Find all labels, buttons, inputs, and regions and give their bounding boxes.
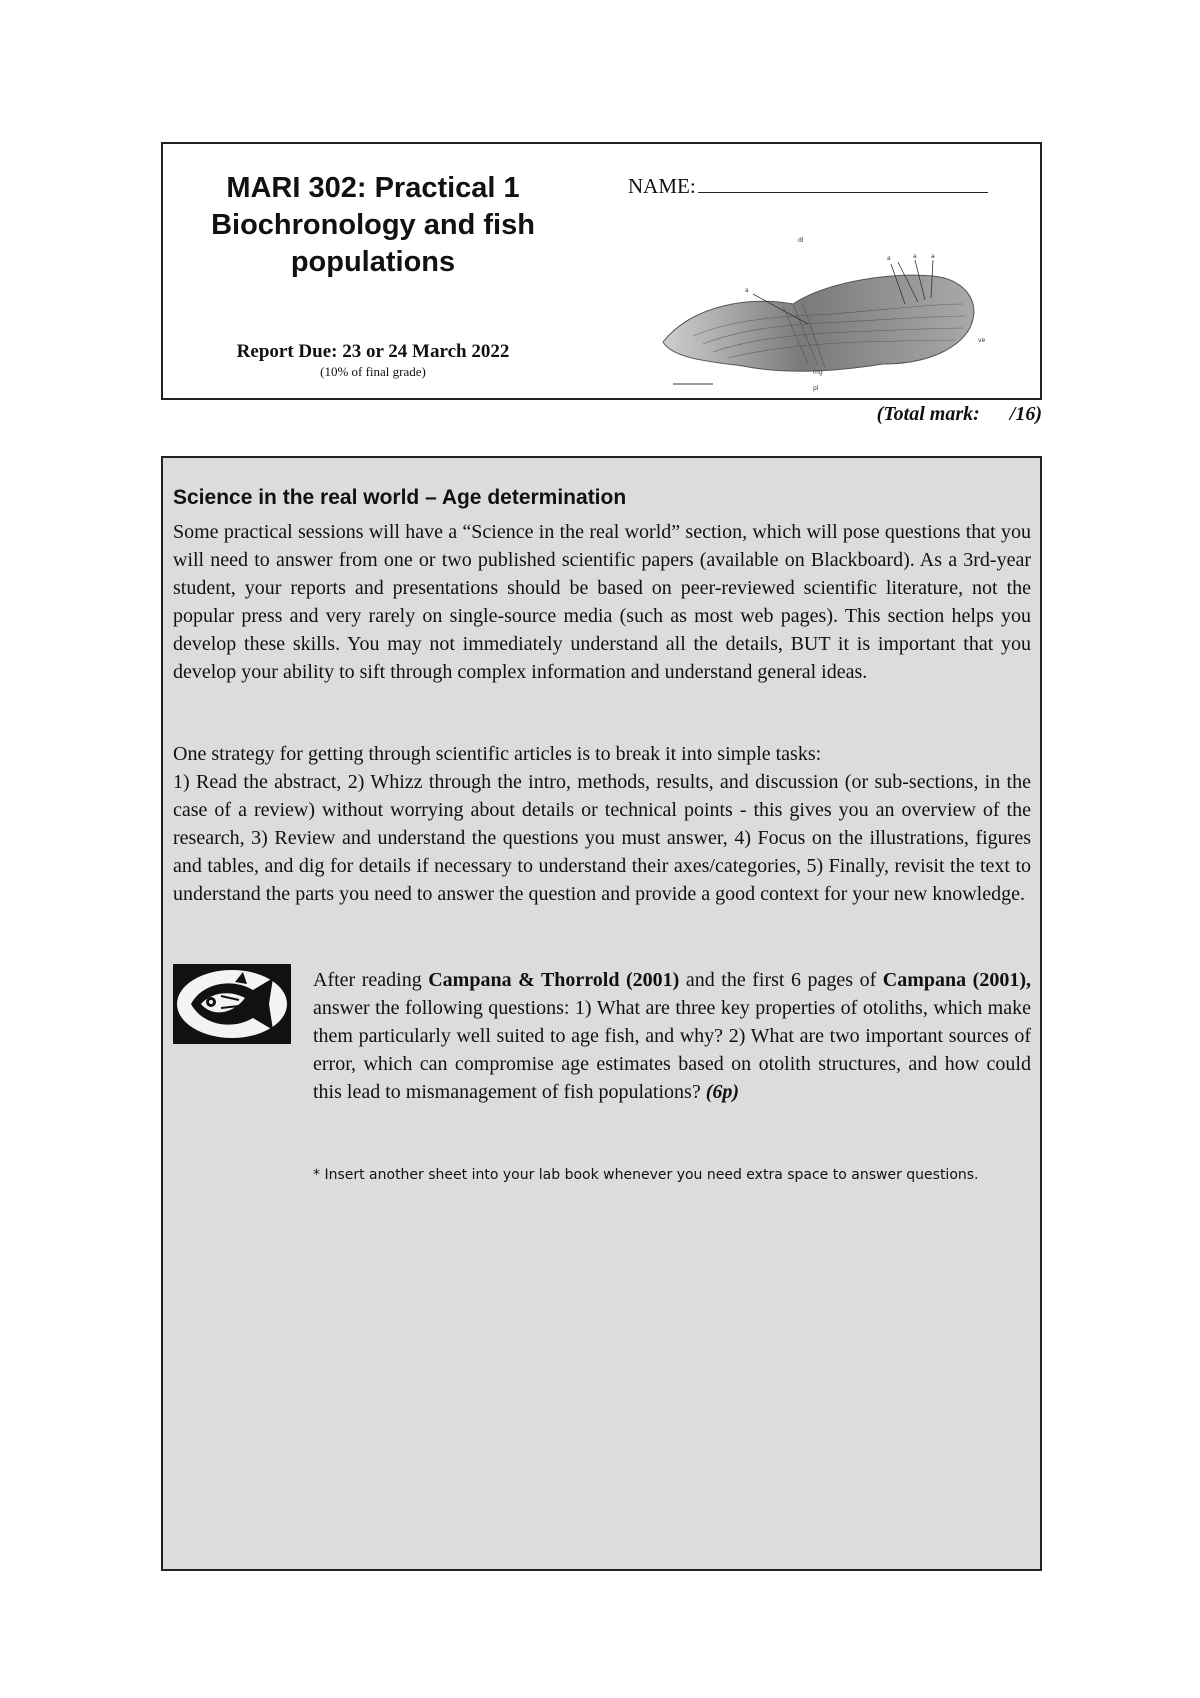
name-field[interactable] — [628, 174, 988, 199]
strategy-intro: One strategy for getting through scientific articles is to break it into simple tasks: — [173, 743, 822, 765]
header-box — [161, 142, 1042, 400]
figure-label: a — [887, 255, 891, 262]
title-line: MARI 302: Practical 1 — [226, 172, 520, 204]
total-mark: (Total mark: /16) — [876, 403, 1042, 425]
figure-label: a — [745, 287, 749, 294]
report-due: Report Due: 23 or 24 March 2022 — [236, 341, 510, 362]
points-value: (6p) — [705, 1081, 740, 1103]
fish-icon — [173, 964, 291, 1044]
task-text: and the first 6 pages of — [679, 969, 883, 991]
section-heading: Science in the real world – Age determination — [173, 486, 627, 509]
strategy-steps: 1) Read the abstract, 2) Whizz through the intro, methods, results, and discussion (or sub-sections, in the case of a review) without worrying about details or technical points - this gives you an overview of the research, 3) Review and understand the questions you must answer, 4) Focus on the illustrations, figures and tables, and dig for details if necessary to understand their axes/categories, 5) Finally, revisit the text to understand the parts you need to answer the question and provide a good context for your new knowledge. — [173, 771, 1031, 905]
title-line: populations — [290, 246, 456, 278]
intro-paragraph: Some practical sessions will have a “Science in the real world” section, which will pose questions that you will need to answer from one or two published scientific papers (available on Blackboard). As a 3rd-year student, your reports and presentations should be based on peer-reviewed scientific literature, not the popular press and very rarely on single-source media (such as most web pages). This section helps you develop these skills. You may not immediately understand all the details, BUT it is important that you develop your ability to sift through complex information and understand general ideas. — [173, 521, 1031, 683]
figure-label: dl — [798, 237, 804, 244]
name-blank-line[interactable] — [698, 178, 988, 193]
practical-title — [163, 170, 583, 281]
due-block — [163, 340, 583, 380]
grade-weight: (10% of final grade) — [320, 364, 426, 379]
task-paragraph — [313, 966, 1031, 1106]
reference: Campana (2001), — [882, 969, 1031, 991]
extra-space-note: * Insert another sheet into your lab book whenever you need extra space to answer questions. — [313, 1167, 979, 1183]
task-text: After reading — [313, 969, 429, 991]
science-section-box — [161, 456, 1042, 1571]
title-line: Biochronology and fish — [211, 209, 535, 241]
reference: Campana & Thorrold (2001) — [428, 969, 680, 991]
name-label: NAME: — [628, 174, 696, 198]
figure-label: ve — [978, 337, 986, 344]
figure-label: mg — [813, 369, 823, 376]
task-text: answer the following questions: 1) What are three key properties of otoliths, which make them particularly well suited to age fish, and why? 2) What are two important sources of error, which can compromise age estimates based on otolith structures, and how could this lead to mismanagement of fish populations? — [313, 997, 1031, 1103]
figure-label: a — [913, 253, 917, 260]
figure-label: a — [931, 253, 935, 260]
figure-label: pl — [813, 385, 819, 392]
otolith-figure — [633, 224, 993, 394]
